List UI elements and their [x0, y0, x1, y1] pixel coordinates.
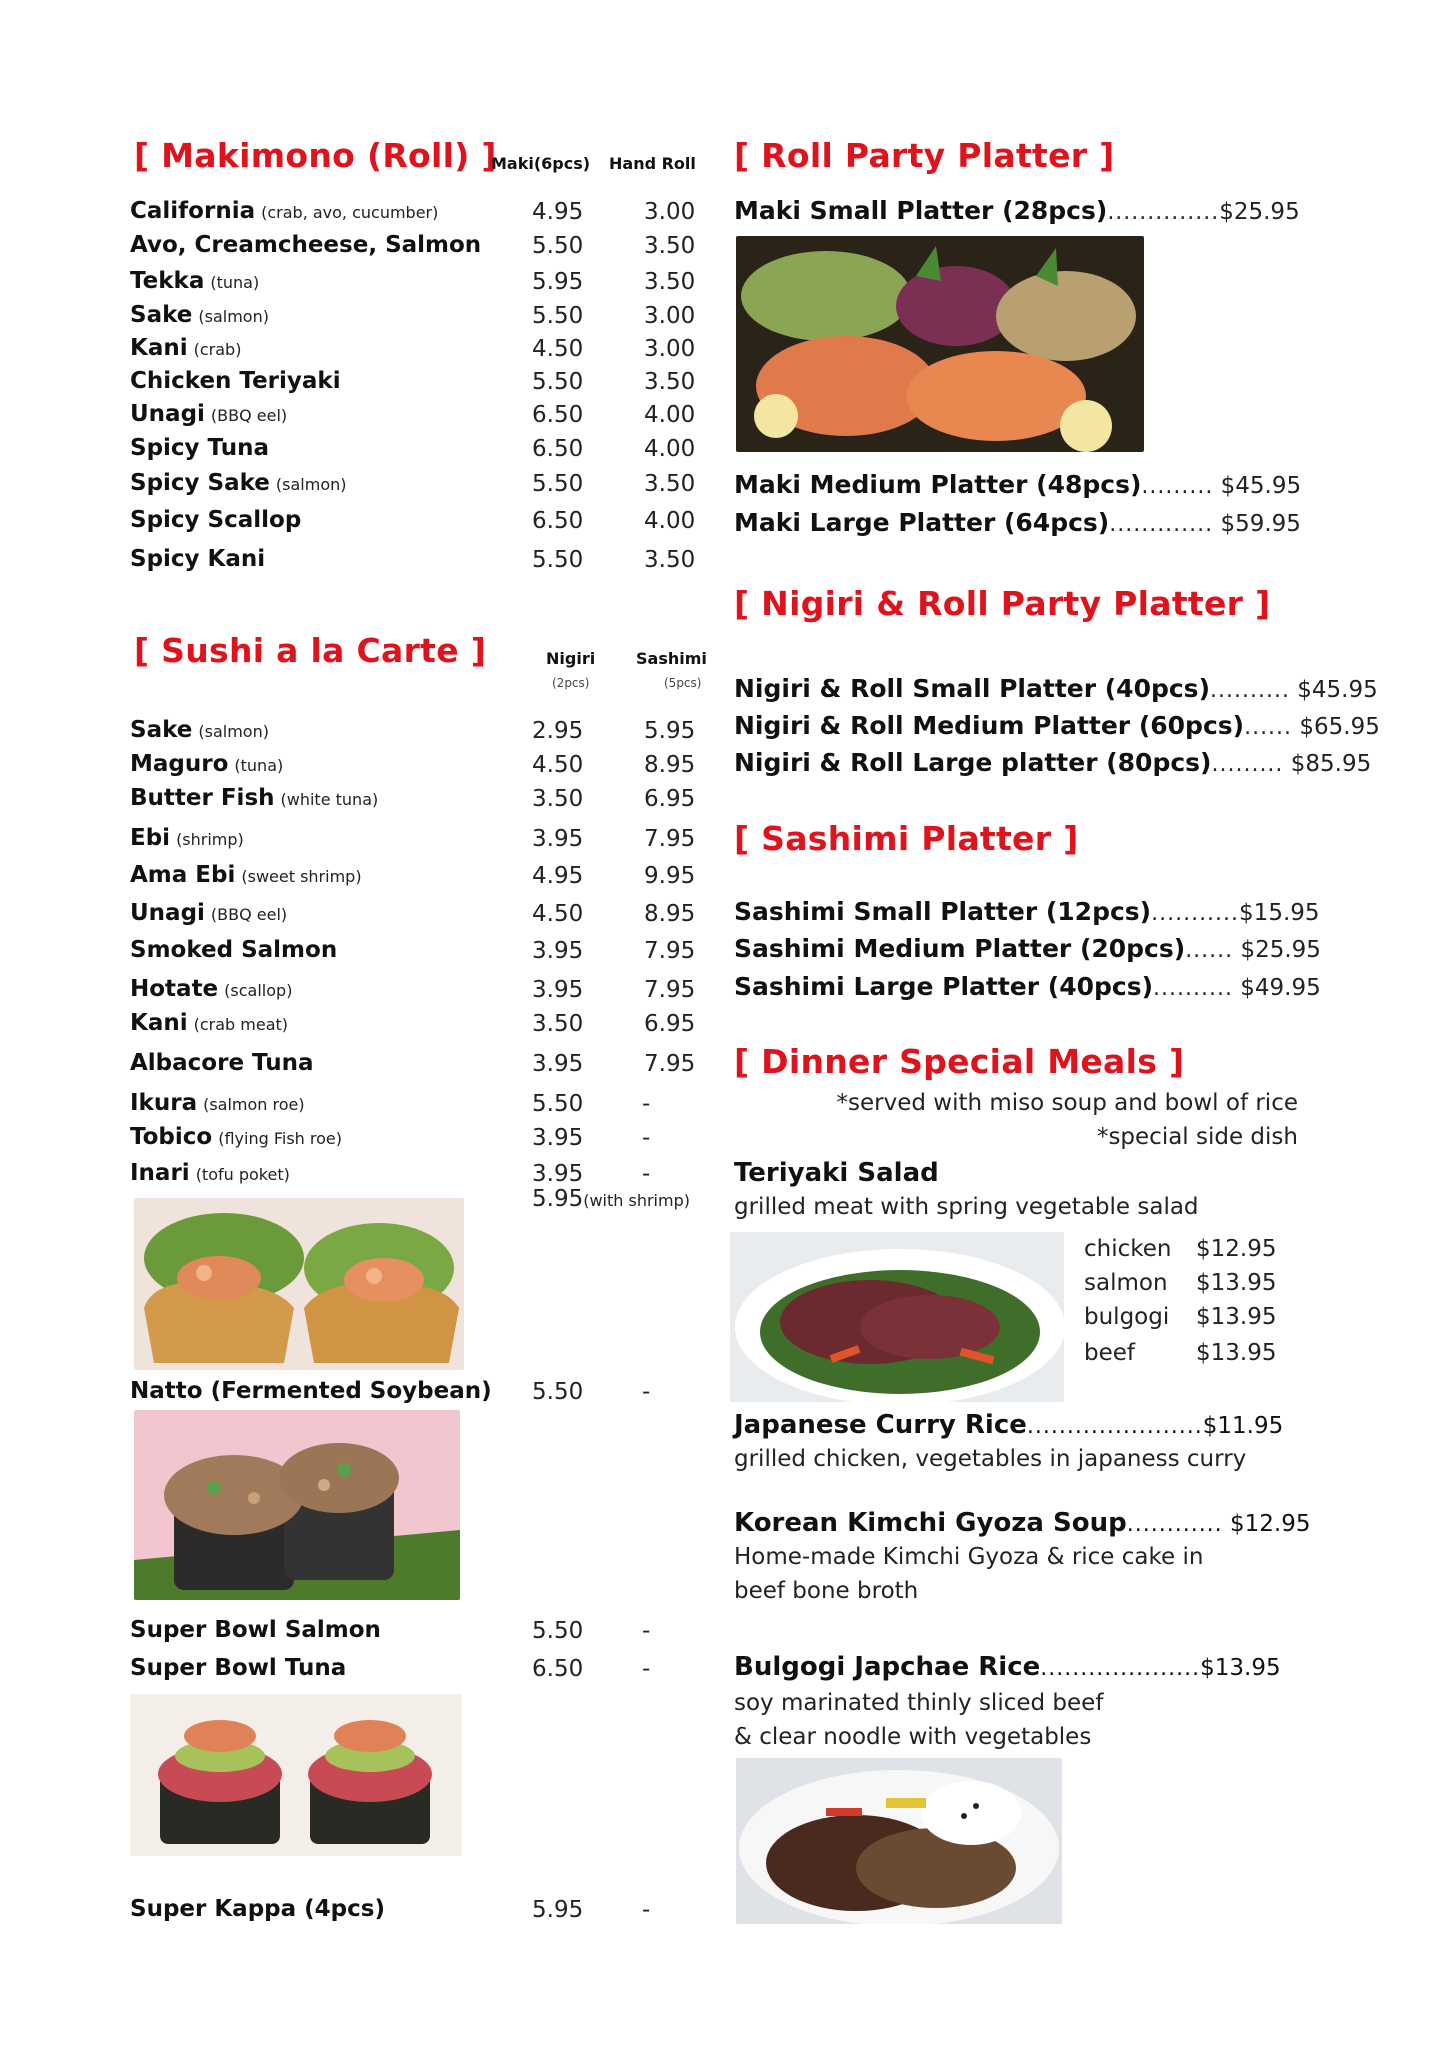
maki-item-price-1: 4.50	[532, 336, 584, 362]
maki-item-row	[130, 546, 710, 576]
handroll-col-header: Hand Roll	[609, 154, 696, 173]
maki-item-name: Spicy Scallop	[130, 507, 302, 533]
teriyaki-option	[1084, 1236, 1284, 1266]
inari-shrimp-price: 5.95(with shrimp)	[532, 1186, 690, 1212]
sushi-item-note: (shrimp)	[176, 830, 244, 849]
sashimi-platter-leader: ..........	[1153, 976, 1233, 1001]
maki-item-price-1: 4.95	[532, 199, 584, 225]
teriyaki-option-price: $12.95	[1196, 1236, 1277, 1262]
sashimi-platter-title: [ Sashimi Platter ]	[734, 819, 1079, 858]
super-bowl-salmon-row: Super Bowl Salmon 5.50 -	[130, 1617, 651, 1644]
sushi-item-price-2: 9.95	[644, 863, 696, 889]
maki-item-price-1: 6.50	[532, 436, 584, 462]
nigiri-roll-platter-leader: ..........	[1210, 678, 1290, 703]
kimchi-gyoza-title: Korean Kimchi Gyoza Soup............ $12.95	[734, 1508, 1311, 1538]
curry-rice-title: Japanese Curry Rice......................$11.95	[734, 1410, 1284, 1440]
nigiri-roll-platter-leader: .........	[1211, 752, 1284, 777]
maki-item-price-2: 3.50	[644, 547, 696, 573]
teriyaki-option-name: salmon	[1084, 1270, 1168, 1296]
sushi-title: [ Sushi a la Carte ]	[134, 631, 487, 670]
sushi-item-note: (tuna)	[234, 756, 284, 775]
served-note-1: *served with miso soup and bowl of rice	[836, 1090, 1298, 1116]
sushi-item-price-2: -	[642, 1125, 651, 1151]
natto-row: Natto (Fermented Soybean) 5.50 -	[130, 1378, 651, 1405]
sashimi-platter-name: Sashimi Medium Platter (20pcs)	[734, 934, 1186, 963]
sushi-item-row	[130, 785, 710, 815]
sushi-item-note: (sweet shrimp)	[241, 867, 362, 886]
sushi-item-row	[130, 976, 710, 1006]
sushi-item-name: Butter Fish (white tuna)	[130, 785, 379, 811]
maki-medium-platter: Maki Medium Platter (48pcs)......... $45.95	[734, 470, 1302, 499]
japchae-rice-desc-2: & clear noodle with vegetables	[734, 1724, 1092, 1750]
maki-col-header: Maki(6pcs)	[491, 154, 591, 173]
maki-item-row	[130, 507, 710, 537]
maki-item-name: Sake (salmon)	[130, 302, 269, 328]
maki-item-name: California (crab, avo, cucumber)	[130, 198, 439, 224]
sushi-item-note: (crab meat)	[193, 1015, 289, 1034]
sushi-item-row	[130, 751, 710, 781]
maki-item-row	[130, 401, 710, 431]
maki-item-name: Spicy Tuna	[130, 435, 269, 461]
sashimi-platter-name: Sashimi Large Platter (40pcs)	[734, 972, 1154, 1001]
sushi-item-price-1: 3.50	[532, 1011, 584, 1037]
sushi-item-row	[130, 862, 710, 892]
nigiri-col-header: Nigiri	[546, 649, 596, 668]
maki-item-name: Kani (crab)	[130, 335, 242, 361]
maki-small-platter: Maki Small Platter (28pcs)..............$25.95	[734, 196, 1300, 225]
teriyaki-salad-title: Teriyaki Salad	[734, 1158, 939, 1188]
nigiri-roll-platter-price: $45.95	[1289, 677, 1378, 703]
sushi-item-name: Unagi (BBQ eel)	[130, 900, 288, 926]
nigiri-col-sub: (2pcs)	[552, 676, 590, 690]
sushi-item-name: Hotate (scallop)	[130, 976, 293, 1002]
sushi-item-price-2: 7.95	[644, 826, 696, 852]
maki-item-row	[130, 470, 710, 500]
maki-item-note: (crab, avo, cucumber)	[261, 203, 439, 222]
maki-item-price-2: 3.50	[644, 471, 696, 497]
sushi-item-price-2: 8.95	[644, 901, 696, 927]
sushi-item-row	[130, 1050, 710, 1080]
maki-item-price-2: 3.50	[644, 369, 696, 395]
served-note-2: *special side dish	[1096, 1124, 1298, 1150]
maki-item-name: Tekka (tuna)	[130, 268, 260, 294]
maki-item-name: Avo, Creamcheese, Salmon	[130, 232, 482, 258]
maki-item-note: (crab)	[193, 340, 242, 359]
teriyaki-option-price: $13.95	[1196, 1270, 1277, 1296]
nigiri-roll-platter	[734, 674, 1378, 706]
teriyaki-option	[1084, 1304, 1284, 1334]
maki-item-price-2: 3.00	[644, 303, 696, 329]
sashimi-platter-price: $25.95	[1233, 937, 1321, 963]
sushi-item-price-1: 3.95	[532, 1125, 584, 1151]
teriyaki-option	[1084, 1270, 1284, 1300]
teriyaki-option-name: bulgogi	[1084, 1304, 1170, 1330]
maki-item-name: Chicken Teriyaki	[130, 368, 341, 394]
sushi-item-row	[130, 1010, 710, 1040]
sashimi-platter	[734, 934, 1321, 966]
sushi-item-price-2: 8.95	[644, 752, 696, 778]
nigiri-roll-platter-leader: ......	[1244, 715, 1293, 740]
curry-rice-desc: grilled chicken, vegetables in japaness curry	[734, 1446, 1247, 1472]
sushi-item-price-1: 3.95	[532, 977, 584, 1003]
maki-item-row	[130, 268, 710, 298]
maki-item-price-1: 5.50	[532, 303, 584, 329]
maki-item-price-1: 5.50	[532, 547, 584, 573]
maki-item-note: (salmon)	[198, 307, 269, 326]
maki-item-price-1: 5.95	[532, 269, 584, 295]
kimchi-gyoza-desc-2: beef bone broth	[734, 1578, 919, 1604]
maki-item-price-2: 3.50	[644, 269, 696, 295]
super-bowl-photo	[130, 1694, 462, 1856]
nigiri-roll-title: [ Nigiri & Roll Party Platter ]	[734, 584, 1271, 623]
maki-item-price-2: 4.00	[644, 436, 696, 462]
sushi-item-name: Ebi (shrimp)	[130, 825, 244, 851]
maki-item-note: (tuna)	[210, 273, 260, 292]
sushi-item-price-1: 3.95	[532, 1161, 584, 1187]
sushi-item-price-1: 3.95	[532, 1051, 584, 1077]
roll-platter-photo	[736, 236, 1144, 452]
maki-item-price-1: 5.50	[532, 471, 584, 497]
sashimi-platter-name: Sashimi Small Platter (12pcs)	[734, 897, 1152, 926]
maki-item-price-2: 4.00	[644, 402, 696, 428]
japchae-rice-title: Bulgogi Japchae Rice....................$13.95	[734, 1652, 1281, 1682]
maki-item-name: Spicy Sake (salmon)	[130, 470, 347, 496]
sushi-item-price-1: 4.95	[532, 863, 584, 889]
sashimi-platter-price: $49.95	[1232, 975, 1321, 1001]
maki-item-name: Spicy Kani	[130, 546, 266, 572]
maki-item-price-2: 3.00	[644, 336, 696, 362]
sushi-item-price-1: 3.95	[532, 938, 584, 964]
sushi-item-price-2: -	[642, 1161, 651, 1187]
maki-item-row	[130, 368, 710, 398]
sushi-item-price-1: 3.95	[532, 826, 584, 852]
right-column	[720, 0, 1448, 2048]
sushi-item-price-2: 7.95	[644, 1051, 696, 1077]
sushi-item-price-2: 6.95	[644, 1011, 696, 1037]
sushi-item-price-1: 4.50	[532, 752, 584, 778]
sushi-item-row	[130, 825, 710, 855]
sushi-item-note: (tofu poket)	[195, 1165, 290, 1184]
makimono-title: [ Makimono (Roll) ]	[134, 136, 497, 175]
inari-photo	[134, 1198, 464, 1370]
maki-item-row	[130, 198, 710, 228]
sushi-item-price-1: 2.95	[532, 718, 584, 744]
sushi-item-row	[130, 717, 710, 747]
nigiri-roll-platter	[734, 748, 1372, 780]
sashimi-platter	[734, 897, 1320, 929]
nigiri-roll-platter-name: Nigiri & Roll Small Platter (40pcs)	[734, 674, 1210, 703]
left-column	[0, 0, 720, 2048]
sashimi-platter	[734, 972, 1321, 1004]
sashimi-col-sub: (5pcs)	[664, 676, 702, 690]
sushi-item-price-2: 7.95	[644, 977, 696, 1003]
maki-item-row	[130, 302, 710, 332]
sashimi-platter-price: $15.95	[1239, 900, 1320, 926]
dinner-title: [ Dinner Special Meals ]	[734, 1042, 1185, 1081]
sashimi-platter-leader: ......	[1185, 938, 1234, 963]
sushi-item-price-2: 6.95	[644, 786, 696, 812]
sushi-item-price-1: 3.50	[532, 786, 584, 812]
nigiri-roll-platter-price: $65.95	[1292, 714, 1380, 740]
sushi-item-note: (white tuna)	[280, 790, 379, 809]
sushi-item-price-2: 5.95	[644, 718, 696, 744]
sushi-item-row	[130, 1124, 710, 1154]
teriyaki-option-price: $13.95	[1196, 1304, 1277, 1330]
sushi-item-price-2: 7.95	[644, 938, 696, 964]
maki-item-price-1: 6.50	[532, 508, 584, 534]
sushi-item-name: Maguro (tuna)	[130, 751, 284, 777]
nigiri-roll-platter-name: Nigiri & Roll Large platter (80pcs)	[734, 748, 1212, 777]
super-bowl-tuna-row: Super Bowl Tuna 6.50 -	[130, 1655, 651, 1682]
maki-item-price-2: 3.50	[644, 233, 696, 259]
sushi-item-name: Kani (crab meat)	[130, 1010, 289, 1036]
roll-party-title: [ Roll Party Platter ]	[734, 136, 1115, 175]
sushi-item-name: Sake (salmon)	[130, 717, 269, 743]
maki-item-price-2: 4.00	[644, 508, 696, 534]
sushi-item-row	[130, 937, 710, 967]
teriyaki-salad-photo	[730, 1232, 1064, 1402]
teriyaki-option-name: beef	[1084, 1340, 1135, 1366]
nigiri-roll-platter	[734, 711, 1380, 743]
sushi-item-price-1: 5.50	[532, 1091, 584, 1117]
teriyaki-salad-desc: grilled meat with spring vegetable salad	[734, 1194, 1199, 1220]
maki-item-price-2: 3.00	[644, 199, 696, 225]
nigiri-roll-platter-name: Nigiri & Roll Medium Platter (60pcs)	[734, 711, 1245, 740]
maki-item-price-1: 5.50	[532, 369, 584, 395]
sashimi-platter-leader: ...........	[1151, 901, 1240, 926]
sushi-item-note: (BBQ eel)	[210, 905, 288, 924]
sushi-item-name: Tobico (flying Fish roe)	[130, 1124, 342, 1150]
maki-large-platter: Maki Large Platter (64pcs)............. $59.95	[734, 508, 1301, 537]
sushi-item-price-2: -	[642, 1091, 651, 1117]
kimchi-gyoza-desc-1: Home-made Kimchi Gyoza & rice cake in	[734, 1544, 1204, 1570]
sushi-item-name: Smoked Salmon	[130, 937, 338, 963]
sushi-item-row	[130, 1090, 710, 1120]
sushi-item-row	[130, 900, 710, 930]
sushi-item-name: Albacore Tuna	[130, 1050, 314, 1076]
sushi-item-name: Ama Ebi (sweet shrimp)	[130, 862, 362, 888]
maki-item-row	[130, 232, 710, 262]
super-kappa-row: Super Kappa (4pcs) 5.95 -	[130, 1896, 651, 1923]
teriyaki-option-name: chicken	[1084, 1236, 1172, 1262]
maki-item-name: Unagi (BBQ eel)	[130, 401, 288, 427]
maki-item-note: (BBQ eel)	[210, 406, 288, 425]
sushi-item-note: (salmon roe)	[203, 1095, 305, 1114]
sashimi-col-header: Sashimi	[636, 649, 707, 668]
natto-photo	[134, 1410, 460, 1600]
japchae-rice-photo	[736, 1758, 1062, 1924]
sushi-item-name: Ikura (salmon roe)	[130, 1090, 305, 1116]
maki-item-price-1: 6.50	[532, 402, 584, 428]
teriyaki-option-price: $13.95	[1196, 1340, 1277, 1366]
maki-item-row	[130, 335, 710, 365]
teriyaki-option	[1084, 1340, 1284, 1370]
japchae-rice-desc-1: soy marinated thinly sliced beef	[734, 1690, 1104, 1716]
maki-item-price-1: 5.50	[532, 233, 584, 259]
nigiri-roll-platter-price: $85.95	[1283, 751, 1372, 777]
sushi-item-name: Inari (tofu poket)	[130, 1160, 290, 1186]
sushi-item-note: (scallop)	[224, 981, 293, 1000]
maki-item-row	[130, 435, 710, 465]
sushi-item-note: (salmon)	[198, 722, 269, 741]
sushi-item-note: (flying Fish roe)	[218, 1129, 342, 1148]
maki-item-note: (salmon)	[275, 475, 347, 494]
sushi-item-price-1: 4.50	[532, 901, 584, 927]
